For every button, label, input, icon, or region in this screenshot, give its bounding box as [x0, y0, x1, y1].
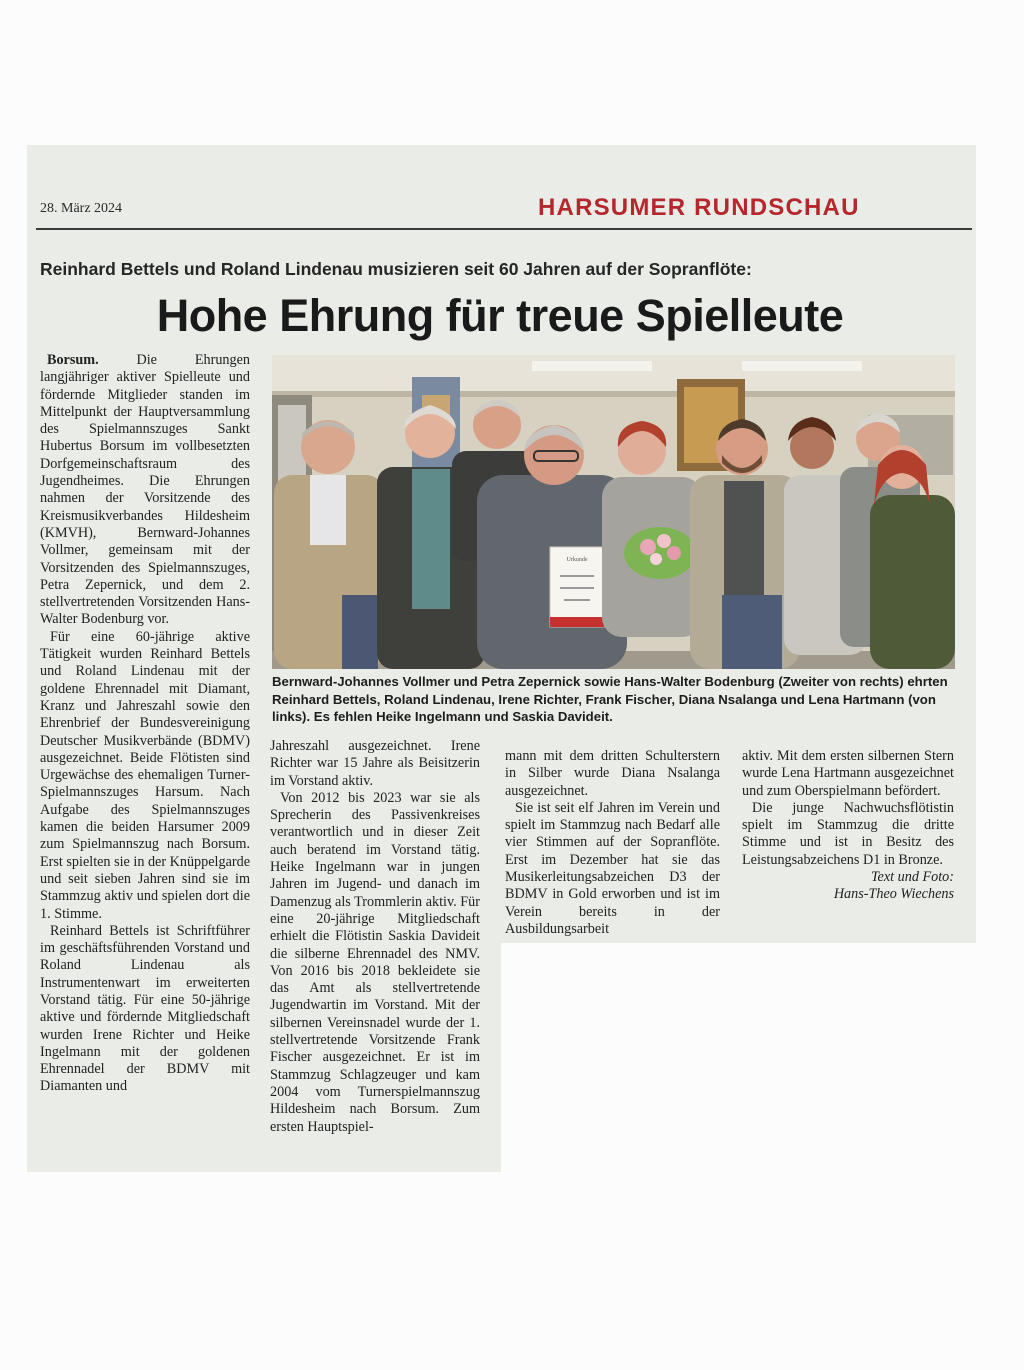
paragraph: Reinhard Bettels ist Schriftführer im geschäftsführenden Vorstand und Roland Lindenau als Instrumentenwart im erweiterten Vorstand tätig. Für eine 50-jährige aktive und fördernde Mitgliedschaft wurden Irene Richter und Heike Ingelmann mit der goldenen Ehrennadel der BDMV mit Diamanten und	[40, 922, 250, 1095]
masthead-rule	[36, 228, 972, 230]
credit-label: Text und Foto:	[870, 869, 954, 886]
article-column-1	[40, 352, 250, 1096]
newspaper-masthead: HARSUMER RUNDSCHAU	[538, 194, 860, 221]
dateline: Borsum.	[47, 352, 99, 368]
paragraph: Die junge Nachwuchsflötistin spielt im Stammzug die dritte Stimme und ist in Besitz des Leistungsabzeichens D1 in Bronze.	[742, 799, 954, 868]
paragraph-text: Die Ehrungen langjähriger aktiver Spielleute und fördernde Mitglieder standen im Mittelpunkt der Hauptversammlung des Spielmannszuges Sankt Hubertus Borsum im vollbesetzten Dorfgemeinschaftsraum des Jugendheimes. Die Ehrungen nahmen der Vorsitzende des Kreismusikverbandes Hildesheim (KMVH), Bernward-Johannes Vollmer, gemeinsam mit der Vorsitzenden des Spielmannszuges, Petra Zepernick, und dem 2. stellvertretenden Vorsitzenden Hans-Walter Bodenburg vor.	[40, 352, 250, 628]
photo-credit	[742, 869, 954, 904]
paragraph: Für eine 60-jährige aktive Tätigkeit wurden Reinhard Bettels und Roland Lindenau mit der goldene Ehrennadel mit Diamant, Kranz und Jahreszahl sowie den Ehrenbrief der Bundesvereinigung Deutscher Musikverbände (BDMV) ausgezeichnet. Beide Flötisten sind Urgewächse des ehemaligen Turner-Spielmannszuges Harsum. Nach Aufgabe des Spielmannszuges kamen die beiden Harsumer 2009 zum Spielmannszug nach Borsum. Erst spielten sie in der Knüppelgarde und seit sieben Jahren sind sie im Stammzug aktiv und spielen dort die 1. Stimme.	[40, 628, 250, 922]
credit-author: Hans-Theo Wiechens	[833, 886, 954, 903]
photo-caption: Bernward-Johannes Vollmer und Petra Zepernick sowie Hans-Walter Bodenburg (Zweiter von rechts) ehrten Reinhard Bettels, Roland Lindenau, Irene Richter, Frank Fischer, Diana Nsalanga und Lena Hartmann (von links). Es fehlen Heike Ingelmann und Saskia Davideit.	[272, 674, 948, 724]
paragraph: mann mit dem dritten Schulterstern in Silber wurde Diana Nsalanga ausgezeichnet.	[505, 748, 720, 799]
article-column-3	[505, 748, 720, 938]
paragraph: Von 2012 bis 2023 war sie als Sprecherin des Passivenkreises verantwortlich und in dieser Zeit auch beratend im Vorstand tätig. Heike Ingelmann war in jungen Jahren im Jugend- und danach im Damenzug als Trommlerin aktiv. Für eine 20-jährige Mitgliedschaft erhielt die Flötistin Saskia Davideit die silberne Ehrennadel des NMV. Von 2016 bis 2018 bekleidete sie das Amt als stellvertretende Jugendwartin im Vorstand. Mit der silbernen Vereinsnadel wurde der 1. stellvertretende Vorsitzende Frank Fischer ausgezeichnet. Er ist im Stammzug Schlagzeuger und kam 2004 vom Turnerspielmannszug Hildesheim nach Borsum. Zum ersten Hauptspiel-	[270, 789, 480, 1135]
article-headline: Hohe Ehrung für treue Spielleute	[156, 290, 844, 341]
article-kicker: Reinhard Bettels und Roland Lindenau musizieren seit 60 Jahren auf der Sopranflöte:	[40, 259, 752, 279]
paragraph	[40, 352, 250, 629]
group-photo-illustration	[272, 355, 955, 669]
issue-date: 28. März 2024	[40, 201, 123, 216]
article-column-2	[270, 738, 480, 1136]
article-column-4	[742, 748, 954, 904]
group-photo	[272, 355, 955, 669]
certificate-text: Urkunde	[566, 557, 588, 563]
paragraph: Jahreszahl ausgezeichnet. Irene Richter war 15 Jahre als Beisitzerin im Vorstand aktiv.	[270, 738, 480, 789]
paragraph: aktiv. Mit dem ersten silbernen Stern wurde Lena Hartmann ausgezeichnet und zum Oberspielmann befördert.	[742, 748, 954, 799]
paragraph: Sie ist seit elf Jahren im Verein und spielt im Stammzug nach Bedarf alle vier Stimmen auf der Sopranflöte. Erst im Dezember hat sie das Musikerleitungsabzeichen D3 der BDMV in Gold erworben und ist im Verein bereits in der Ausbildungsarbeit	[505, 799, 720, 937]
